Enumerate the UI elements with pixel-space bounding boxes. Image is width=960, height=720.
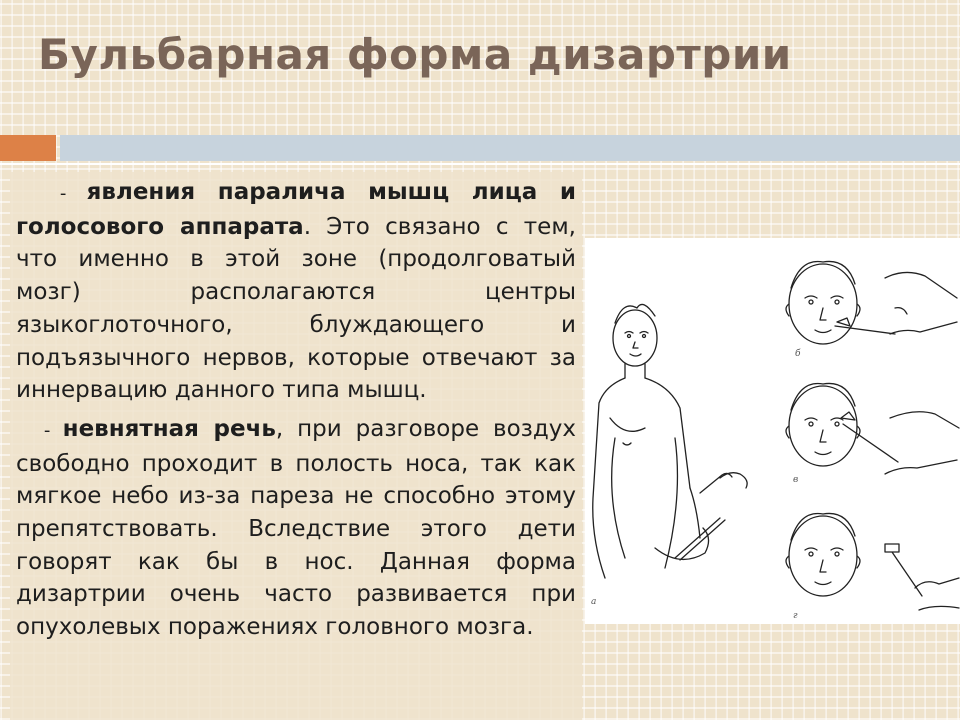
child-figure-drawing — [593, 304, 747, 578]
paragraph-paralysis-text: . Это связано с тем, что именно в этой зоне (продолговатый мозг) располагаются центры языкоглоточного, блуждающего и подъязычного нервов, которые отвечают за иннервацию данного типа мышц. — [16, 213, 576, 404]
accent-divider — [0, 163, 960, 165]
figure-label-b: б — [795, 349, 801, 359]
paragraph-paralysis-bold: явления паралича мышц лица и голосового аппарата — [16, 179, 577, 240]
paragraph-speech-text: , при разговоре воздух свободно проходит в полость носа, так как мягкое небо из-за пареза не способно этому препятствовать. Вследствие этого дети говорят как бы в нос. Данная форма дизартрии очень часто развивается при опухолевых поражениях головного мозга. — [16, 415, 576, 641]
figure-label-v: в — [793, 475, 799, 485]
body-text — [16, 176, 576, 650]
paragraph-speech — [16, 413, 576, 644]
reflex-examination-illustration — [585, 238, 960, 624]
face-drawing-bottom — [786, 513, 959, 610]
face-drawing-middle — [786, 383, 959, 474]
bullet-dash: - — [59, 183, 87, 204]
accent-bar — [60, 135, 960, 161]
face-drawing-top — [786, 261, 957, 344]
accent-block — [0, 135, 56, 161]
paragraph-speech-bold: невнятная речь — [62, 415, 276, 442]
figure-label-g: г — [793, 611, 798, 621]
bullet-dash: - — [43, 419, 63, 441]
paragraph-paralysis — [16, 176, 576, 407]
slide-title: Бульбарная форма дизартрии — [38, 30, 792, 79]
figure-label-a: а — [591, 597, 597, 607]
